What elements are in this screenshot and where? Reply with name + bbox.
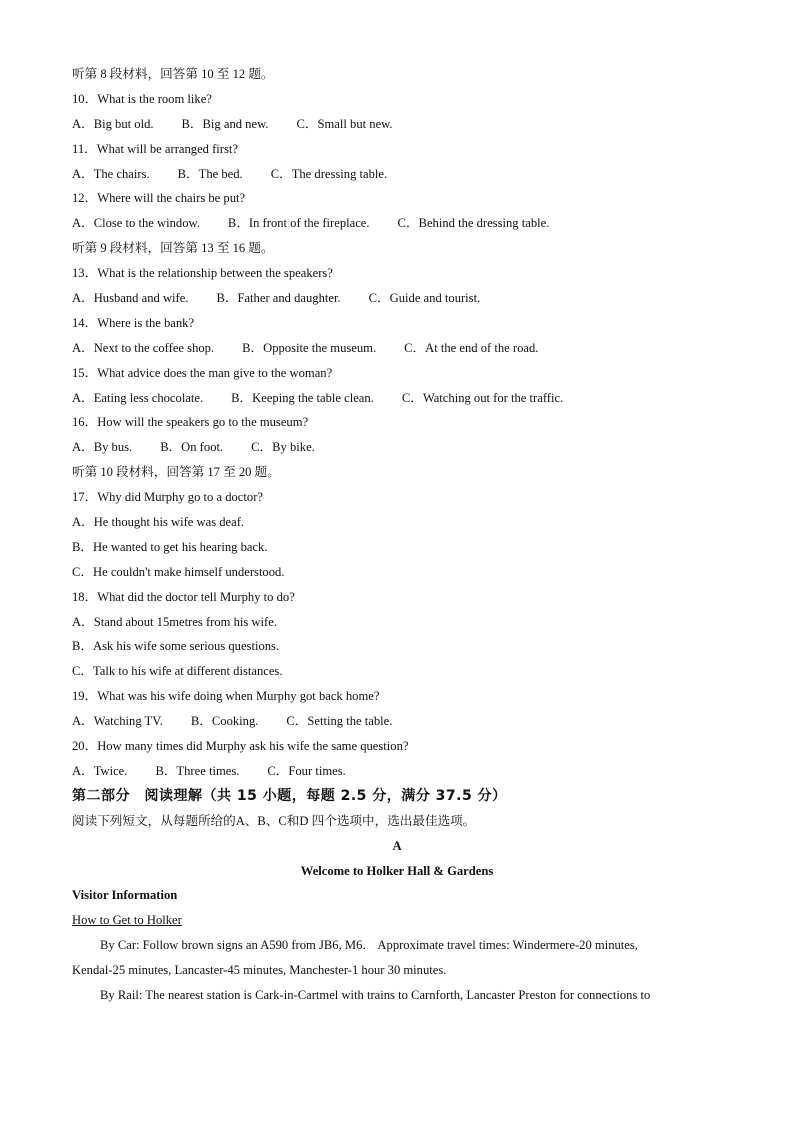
passage-title: Welcome to Holker Hall & Gardens [300,863,494,878]
visitor-info-heading: Visitor Information [72,888,178,903]
how-to-get-heading: How to Get to Holker [72,913,182,928]
question-14: 14．Where is the bank? [72,315,195,330]
question-19: 19．What was his wife doing when Murphy got back home? [72,689,380,704]
option-c: C．Small but new. [296,116,393,131]
option-a: A．He thought his wife was deaf. [72,515,245,530]
option-b: B．The bed. [177,166,243,181]
option-b: B．Opposite the museum. [242,340,377,355]
section-title: 第二部分 阅读理解（共 15 小题，每题 2.5 分，满分 37.5 分） [72,787,507,804]
option-b: B．Cooking. [190,714,259,729]
question-18: 18．What did the doctor tell Murphy to do? [72,589,295,604]
options-13 [72,286,722,311]
option-a: A．Twice. [72,763,128,778]
reading-instructions: 阅读下列短文，从每题所给的A、B、C和D 四个选项中，选出最佳选项。 [72,813,476,828]
by-rail-line: By Rail: The nearest station is Cark-in-Cartmel with trains to Carnforth, Lancaster Preston for connections to [100,987,651,1002]
option-a: A．Husband and wife. [72,291,189,306]
option-b: B．Three times. [155,763,240,778]
question-15: 15．What advice does the man give to the woman? [72,365,333,380]
option-b: B．Keeping the table clean. [231,390,374,405]
question-10: 10．What is the room like? [72,91,212,106]
options-15 [72,386,722,411]
option-a: A．Watching TV. [72,714,163,729]
option-c: C．Four times. [267,763,346,778]
question-13: 13．What is the relationship between the speakers? [72,266,333,281]
section-instruction: 听第 8 段材料，回答第 10 至 12 题。 [72,67,274,81]
option-a: A．Close to the window. [72,216,200,231]
option-b: B．In front of the fireplace. [227,216,370,231]
section-instruction: 听第 10 段材料，回答第 17 至 20 题。 [72,465,280,480]
options-19 [72,709,722,734]
document-content [72,62,722,1008]
option-c: C．Setting the table. [286,714,393,729]
option-c: C．By bike. [251,440,315,455]
options-20 [72,759,722,784]
option-a: A．Eating less chocolate. [72,390,204,405]
option-b: B．Father and daughter. [216,291,341,306]
option-c: C．Watching out for the traffic. [401,390,564,405]
option-a: A．By bus. [72,440,133,455]
option-c: C．Talk to his wife at different distances. [72,664,283,679]
option-b: B．Ask his wife some serious questions. [72,639,280,654]
option-a: A．Big but old. [72,116,154,131]
option-c: C．The dressing table. [270,166,388,181]
question-16: 16．How will the speakers go to the museum? [72,415,309,430]
by-car-line-1: By Car: Follow brown signs an A590 from JB6, M6． Approximate travel times: Windermere-20 minutes, [100,938,638,953]
question-20: 20．How many times did Murphy ask his wife the same question? [72,739,409,754]
section-instruction: 听第 9 段材料，回答第 13 至 16 题。 [72,241,274,256]
option-c: C．He couldn't make himself understood. [72,564,285,579]
options-10 [72,112,722,137]
question-11: 11．What will be arranged first? [72,141,238,156]
by-car-line-2: Kendal-25 minutes, Lancaster-45 minutes, Manchester-1 hour 30 minutes. [72,963,447,978]
option-b: B．He wanted to get his hearing back. [72,539,268,554]
option-c: C．Behind the dressing table. [397,216,550,231]
options-14 [72,336,722,361]
passage-letter: A [392,838,402,853]
options-16 [72,435,722,460]
question-17: 17．Why did Murphy go to a doctor? [72,490,263,505]
option-b: B．On foot. [160,440,224,455]
option-c: C．At the end of the road. [404,340,539,355]
question-12: 12．Where will the chairs be put? [72,191,246,206]
option-a: A．The chairs. [72,166,150,181]
option-a: A．Stand about 15metres from his wife. [72,614,277,629]
options-12 [72,211,722,236]
option-a: A．Next to the coffee shop. [72,340,215,355]
options-11 [72,162,722,187]
option-b: B．Big and new. [181,116,269,131]
option-c: C．Guide and tourist. [368,291,481,306]
